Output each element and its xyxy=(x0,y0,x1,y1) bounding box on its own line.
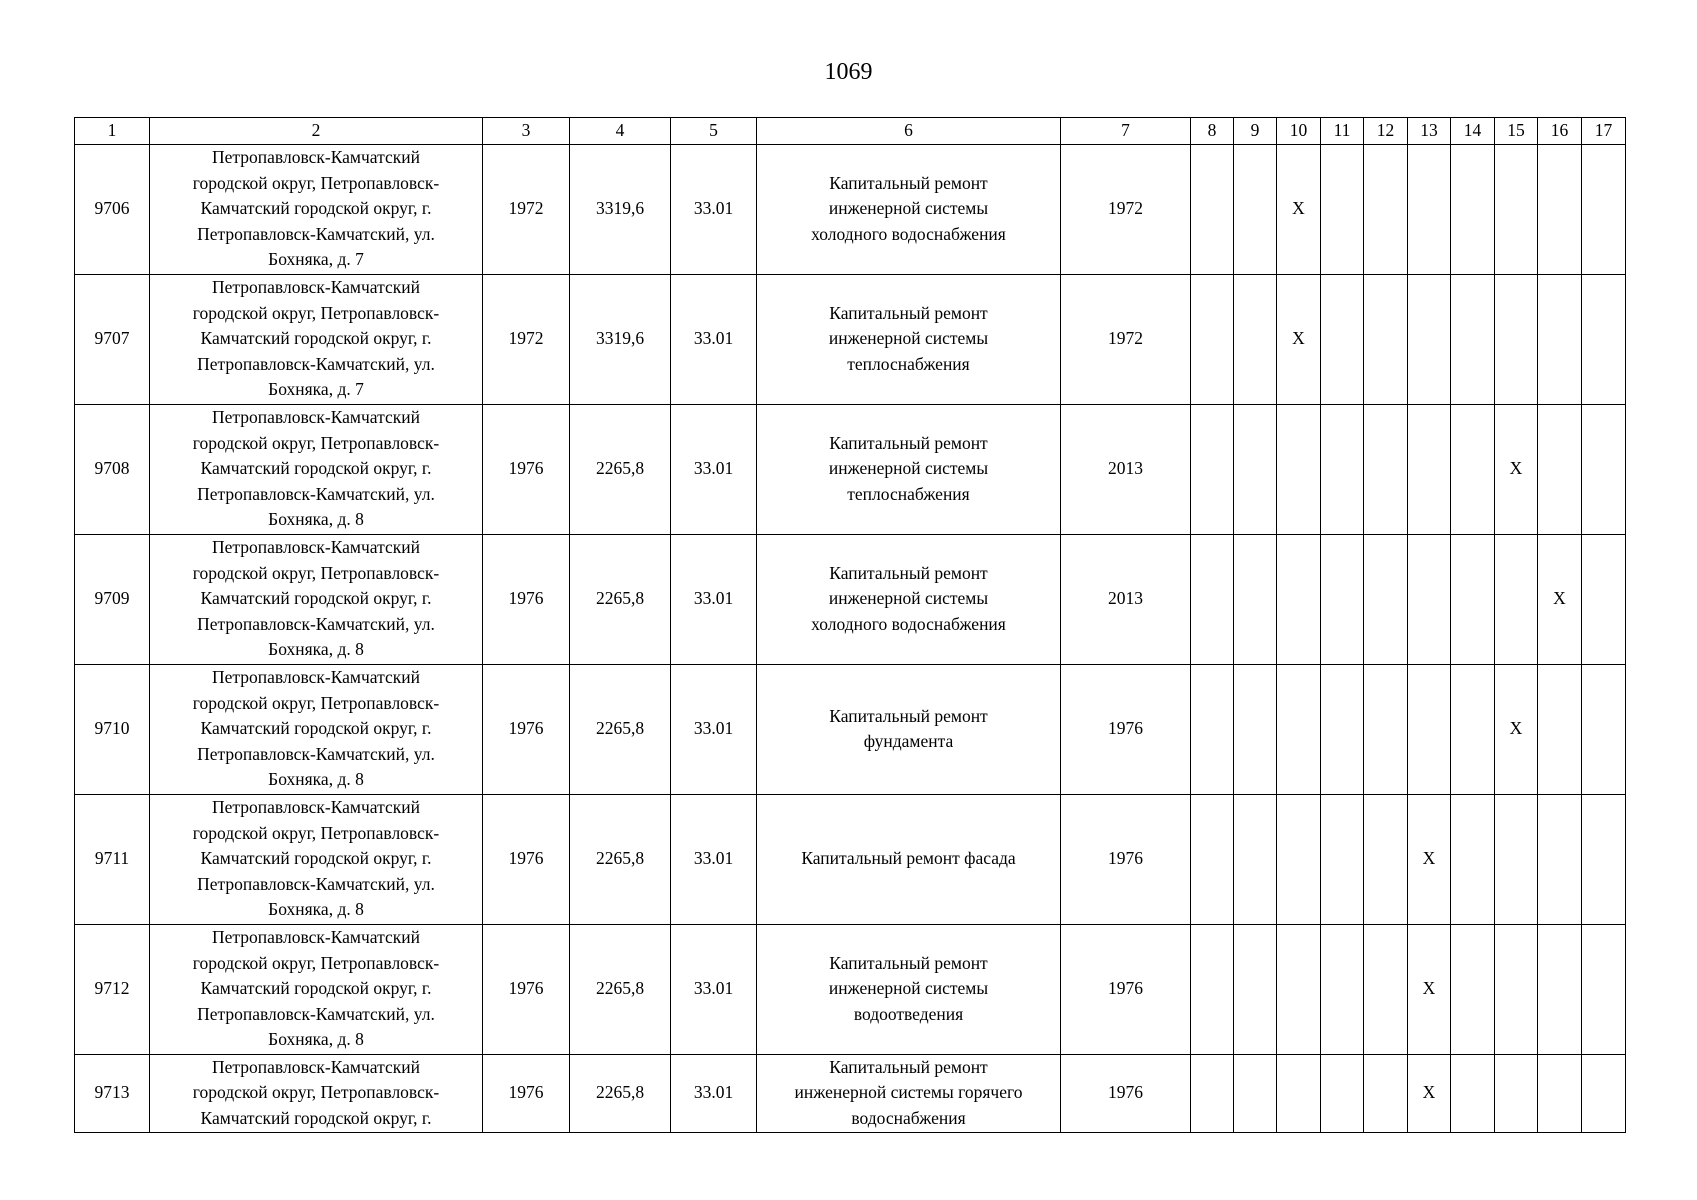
code-cell: 33.01 xyxy=(671,404,757,534)
work-type-cell: Капитальный ремонт фундамента xyxy=(757,664,1061,794)
period-cell-12 xyxy=(1364,664,1408,794)
period-cell-12 xyxy=(1364,144,1408,274)
period-cell-15 xyxy=(1495,534,1538,664)
column-header-4: 4 xyxy=(570,118,671,145)
address-cell: Петропавловск-Камчатский городской округ, Петропавловск- Камчатский городской округ, г. Петропавловск-Камчатский, ул. Бохняка, д. 8 xyxy=(150,404,483,534)
period-mark-cell: X xyxy=(1277,144,1321,274)
row-number-cell: 9707 xyxy=(75,274,150,404)
period-cell-9 xyxy=(1234,274,1277,404)
period-cell-14 xyxy=(1451,534,1495,664)
period-cell-13 xyxy=(1408,664,1451,794)
column-header-15: 15 xyxy=(1495,118,1538,145)
code-cell: 33.01 xyxy=(671,664,757,794)
column-header-5: 5 xyxy=(671,118,757,145)
column-header-8: 8 xyxy=(1191,118,1234,145)
row-number-cell: 9710 xyxy=(75,664,150,794)
build-year-cell: 1976 xyxy=(483,924,570,1054)
period-cell-13 xyxy=(1408,144,1451,274)
period-cell-8 xyxy=(1191,794,1234,924)
table-body xyxy=(75,144,1626,1132)
row-number-cell: 9708 xyxy=(75,404,150,534)
period-mark-cell: X xyxy=(1277,274,1321,404)
address-cell: Петропавловск-Камчатский городской округ, Петропавловск- Камчатский городской округ, г. Петропавловск-Камчатский, ул. Бохняка, д. 7 xyxy=(150,144,483,274)
area-cell: 2265,8 xyxy=(570,664,671,794)
table-row xyxy=(75,924,1626,1054)
period-cell-9 xyxy=(1234,794,1277,924)
period-cell-11 xyxy=(1321,664,1364,794)
period-cell-17 xyxy=(1582,664,1626,794)
period-cell-17 xyxy=(1582,924,1626,1054)
build-year-cell: 1976 xyxy=(483,1054,570,1132)
table-row xyxy=(75,1054,1626,1132)
period-cell-12 xyxy=(1364,924,1408,1054)
row-number-cell: 9713 xyxy=(75,1054,150,1132)
page-number: 1069 xyxy=(824,59,873,85)
register-table xyxy=(74,117,1626,1133)
period-mark-cell: X xyxy=(1495,664,1538,794)
column-header-11: 11 xyxy=(1321,118,1364,145)
area-cell: 2265,8 xyxy=(570,924,671,1054)
period-cell-17 xyxy=(1582,1054,1626,1132)
period-mark-cell: X xyxy=(1408,1054,1451,1132)
repair-year-cell: 1972 xyxy=(1061,144,1191,274)
period-cell-15 xyxy=(1495,924,1538,1054)
period-cell-16 xyxy=(1538,664,1582,794)
area-cell: 2265,8 xyxy=(570,794,671,924)
period-cell-8 xyxy=(1191,274,1234,404)
column-header-1: 1 xyxy=(75,118,150,145)
area-cell: 3319,6 xyxy=(570,274,671,404)
area-cell: 3319,6 xyxy=(570,144,671,274)
work-type-cell: Капитальный ремонт инженерной системы водоотведения xyxy=(757,924,1061,1054)
table-header xyxy=(75,118,1626,145)
period-cell-9 xyxy=(1234,664,1277,794)
period-cell-16 xyxy=(1538,274,1582,404)
period-cell-10 xyxy=(1277,404,1321,534)
period-cell-10 xyxy=(1277,794,1321,924)
column-header-13: 13 xyxy=(1408,118,1451,145)
period-cell-11 xyxy=(1321,144,1364,274)
build-year-cell: 1976 xyxy=(483,664,570,794)
period-cell-17 xyxy=(1582,274,1626,404)
table-row xyxy=(75,274,1626,404)
period-cell-17 xyxy=(1582,404,1626,534)
period-cell-13 xyxy=(1408,534,1451,664)
build-year-cell: 1976 xyxy=(483,794,570,924)
code-cell: 33.01 xyxy=(671,794,757,924)
work-type-cell: Капитальный ремонт инженерной системы теплоснабжения xyxy=(757,404,1061,534)
period-mark-cell: X xyxy=(1408,794,1451,924)
period-cell-8 xyxy=(1191,144,1234,274)
period-cell-8 xyxy=(1191,924,1234,1054)
address-cell: Петропавловск-Камчатский городской округ, Петропавловск- Камчатский городской округ, г. Петропавловск-Камчатский, ул. Бохняка, д. 7 xyxy=(150,274,483,404)
work-type-cell: Капитальный ремонт инженерной системы горячего водоснабжения xyxy=(757,1054,1061,1132)
column-header-3: 3 xyxy=(483,118,570,145)
period-cell-14 xyxy=(1451,1054,1495,1132)
code-cell: 33.01 xyxy=(671,1054,757,1132)
period-cell-10 xyxy=(1277,664,1321,794)
period-cell-14 xyxy=(1451,274,1495,404)
period-cell-9 xyxy=(1234,404,1277,534)
column-header-10: 10 xyxy=(1277,118,1321,145)
period-cell-14 xyxy=(1451,404,1495,534)
period-cell-13 xyxy=(1408,404,1451,534)
period-cell-11 xyxy=(1321,534,1364,664)
table-row xyxy=(75,144,1626,274)
period-cell-12 xyxy=(1364,274,1408,404)
period-cell-12 xyxy=(1364,534,1408,664)
period-cell-10 xyxy=(1277,534,1321,664)
period-cell-15 xyxy=(1495,794,1538,924)
period-cell-16 xyxy=(1538,924,1582,1054)
address-cell: Петропавловск-Камчатский городской округ, Петропавловск- Камчатский городской округ, г. Петропавловск-Камчатский, ул. Бохняка, д. 8 xyxy=(150,924,483,1054)
period-cell-16 xyxy=(1538,794,1582,924)
build-year-cell: 1972 xyxy=(483,274,570,404)
period-cell-9 xyxy=(1234,1054,1277,1132)
code-cell: 33.01 xyxy=(671,534,757,664)
repair-year-cell: 1976 xyxy=(1061,794,1191,924)
row-number-cell: 9712 xyxy=(75,924,150,1054)
period-cell-14 xyxy=(1451,144,1495,274)
work-type-cell: Капитальный ремонт инженерной системы холодного водоснабжения xyxy=(757,144,1061,274)
period-cell-10 xyxy=(1277,1054,1321,1132)
repair-year-cell: 2013 xyxy=(1061,404,1191,534)
period-cell-11 xyxy=(1321,1054,1364,1132)
period-cell-10 xyxy=(1277,924,1321,1054)
period-cell-17 xyxy=(1582,794,1626,924)
period-mark-cell: X xyxy=(1408,924,1451,1054)
period-cell-8 xyxy=(1191,1054,1234,1132)
work-type-cell: Капитальный ремонт фасада xyxy=(757,794,1061,924)
address-cell: Петропавловск-Камчатский городской округ, Петропавловск- Камчатский городской округ, г. Петропавловск-Камчатский, ул. Бохняка, д. 8 xyxy=(150,534,483,664)
address-cell: Петропавловск-Камчатский городской округ, Петропавловск- Камчатский городской округ, г. Петропавловск-Камчатский, ул. Бохняка, д. 8 xyxy=(150,664,483,794)
repair-year-cell: 1976 xyxy=(1061,664,1191,794)
table-row xyxy=(75,404,1626,534)
area-cell: 2265,8 xyxy=(570,404,671,534)
repair-year-cell: 1976 xyxy=(1061,1054,1191,1132)
period-cell-17 xyxy=(1582,144,1626,274)
period-cell-11 xyxy=(1321,404,1364,534)
column-header-7: 7 xyxy=(1061,118,1191,145)
row-number-cell: 9706 xyxy=(75,144,150,274)
period-cell-15 xyxy=(1495,274,1538,404)
column-header-2: 2 xyxy=(150,118,483,145)
period-cell-13 xyxy=(1408,274,1451,404)
work-type-cell: Капитальный ремонт инженерной системы теплоснабжения xyxy=(757,274,1061,404)
period-cell-11 xyxy=(1321,274,1364,404)
period-cell-9 xyxy=(1234,924,1277,1054)
work-type-cell: Капитальный ремонт инженерной системы холодного водоснабжения xyxy=(757,534,1061,664)
area-cell: 2265,8 xyxy=(570,1054,671,1132)
column-header-9: 9 xyxy=(1234,118,1277,145)
header-row xyxy=(75,118,1626,145)
build-year-cell: 1976 xyxy=(483,404,570,534)
period-mark-cell: X xyxy=(1538,534,1582,664)
period-cell-14 xyxy=(1451,664,1495,794)
build-year-cell: 1972 xyxy=(483,144,570,274)
row-number-cell: 9709 xyxy=(75,534,150,664)
table-row xyxy=(75,534,1626,664)
period-cell-11 xyxy=(1321,794,1364,924)
period-cell-8 xyxy=(1191,534,1234,664)
column-header-14: 14 xyxy=(1451,118,1495,145)
column-header-12: 12 xyxy=(1364,118,1408,145)
code-cell: 33.01 xyxy=(671,144,757,274)
row-number-cell: 9711 xyxy=(75,794,150,924)
repair-year-cell: 1972 xyxy=(1061,274,1191,404)
build-year-cell: 1976 xyxy=(483,534,570,664)
column-header-17: 17 xyxy=(1582,118,1626,145)
period-cell-8 xyxy=(1191,404,1234,534)
period-cell-12 xyxy=(1364,404,1408,534)
area-cell: 2265,8 xyxy=(570,534,671,664)
repair-year-cell: 1976 xyxy=(1061,924,1191,1054)
period-cell-11 xyxy=(1321,924,1364,1054)
code-cell: 33.01 xyxy=(671,274,757,404)
period-cell-16 xyxy=(1538,1054,1582,1132)
period-cell-16 xyxy=(1538,404,1582,534)
period-cell-14 xyxy=(1451,924,1495,1054)
address-cell: Петропавловск-Камчатский городской округ, Петропавловск- Камчатский городской округ, г. Петропавловск-Камчатский, ул. Бохняка, д. 8 xyxy=(150,794,483,924)
period-cell-9 xyxy=(1234,144,1277,274)
period-cell-12 xyxy=(1364,1054,1408,1132)
column-header-16: 16 xyxy=(1538,118,1582,145)
period-cell-9 xyxy=(1234,534,1277,664)
column-header-6: 6 xyxy=(757,118,1061,145)
period-cell-17 xyxy=(1582,534,1626,664)
period-cell-14 xyxy=(1451,794,1495,924)
period-cell-12 xyxy=(1364,794,1408,924)
table-row xyxy=(75,794,1626,924)
address-cell: Петропавловск-Камчатский городской округ, Петропавловск- Камчатский городской округ, г. xyxy=(150,1054,483,1132)
period-cell-15 xyxy=(1495,1054,1538,1132)
repair-year-cell: 2013 xyxy=(1061,534,1191,664)
period-mark-cell: X xyxy=(1495,404,1538,534)
code-cell: 33.01 xyxy=(671,924,757,1054)
table-row xyxy=(75,664,1626,794)
period-cell-16 xyxy=(1538,144,1582,274)
period-cell-8 xyxy=(1191,664,1234,794)
period-cell-15 xyxy=(1495,144,1538,274)
